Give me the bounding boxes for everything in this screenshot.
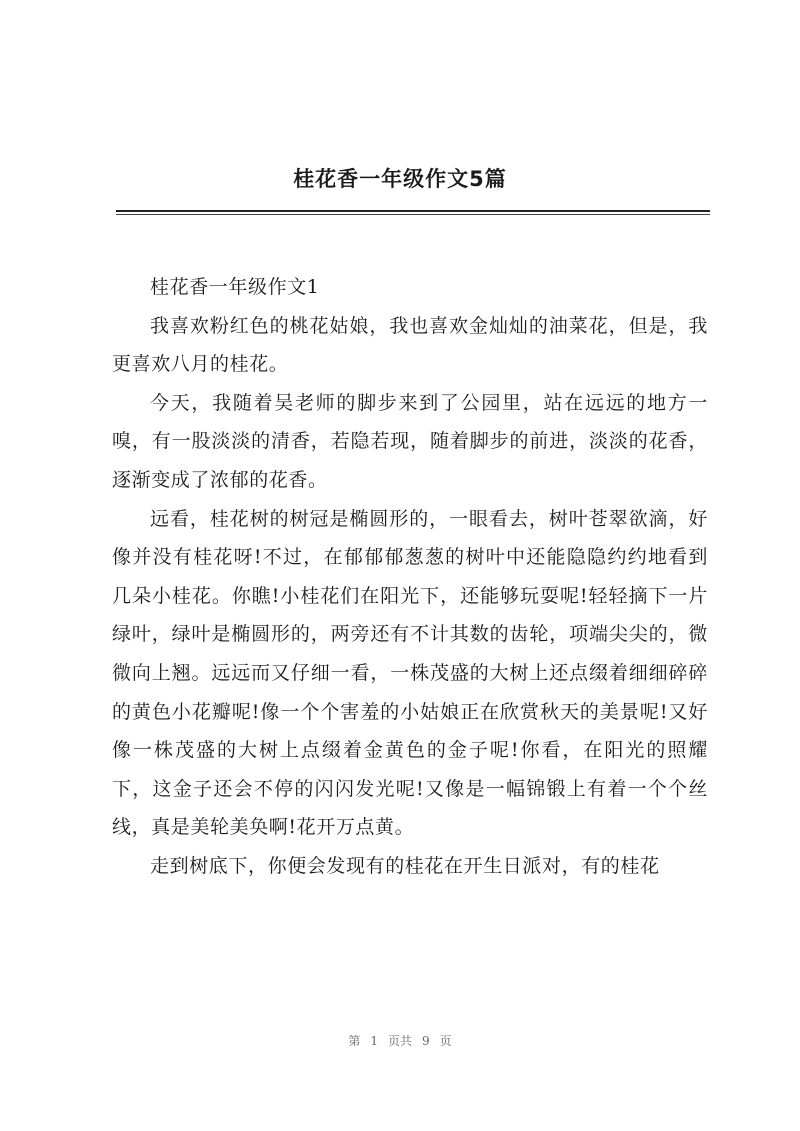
footer-suffix: 页 bbox=[439, 1034, 452, 1048]
paragraph: 远看，桂花树的树冠是椭圆形的，一眼看去，树叶苍翠欲滴，好像并没有桂花呀!不过，在郁郁郁葱葱的树叶中还能隐隐约约地看到几朵小桂花。你瞧!小桂花们在阳光下，还能够玩耍呢!轻轻摘下一片绿叶，绿叶是椭圆形的，两旁还有不计其数的齿轮，项端尖尖的，微微向上翘。远远而又仔细一看，一株茂盛的大树上还点缀着细细碎碎的黄色小花瓣呢!像一个个害羞的小姑娘正在欣赏秋天的美景呢!又好像一株茂盛的大树上点缀着金黄色的金子呢!你看，在阳光的照耀下，这金子还会不停的闪闪发光呢!又像是一幅锦锻上有着一个个丝线，真是美轮美奂啊!花开万点黄。 bbox=[112, 507, 708, 839]
paragraph: 今天，我随着吴老师的脚步来到了公园里，站在远远的地方一嗅，有一股淡淡的清香，若隐若现，随着脚步的前进，淡淡的花香，逐渐变成了浓郁的花香。 bbox=[112, 391, 708, 491]
document-body bbox=[112, 268, 708, 886]
document-title: 桂花香一年级作文5篇 bbox=[293, 167, 507, 191]
title-underline-thick bbox=[116, 210, 710, 212]
footer-mid: 页共 bbox=[387, 1034, 412, 1048]
paragraph: 走到树底下，你便会发现有的桂花在开生日派对，有的桂花 bbox=[150, 854, 660, 877]
footer-total-pages: 9 bbox=[422, 1034, 430, 1048]
paragraph: 我喜欢粉红色的桃花姑娘，我也喜欢金灿灿的油菜花，但是，我更喜欢八月的桂花。 bbox=[112, 314, 708, 376]
footer-prefix: 第 bbox=[348, 1034, 361, 1048]
section-heading: 桂花香一年级作文1 bbox=[150, 276, 320, 298]
footer-current-page: 1 bbox=[370, 1034, 378, 1048]
page-footer bbox=[0, 1033, 800, 1049]
title-underline-thin bbox=[116, 214, 710, 215]
